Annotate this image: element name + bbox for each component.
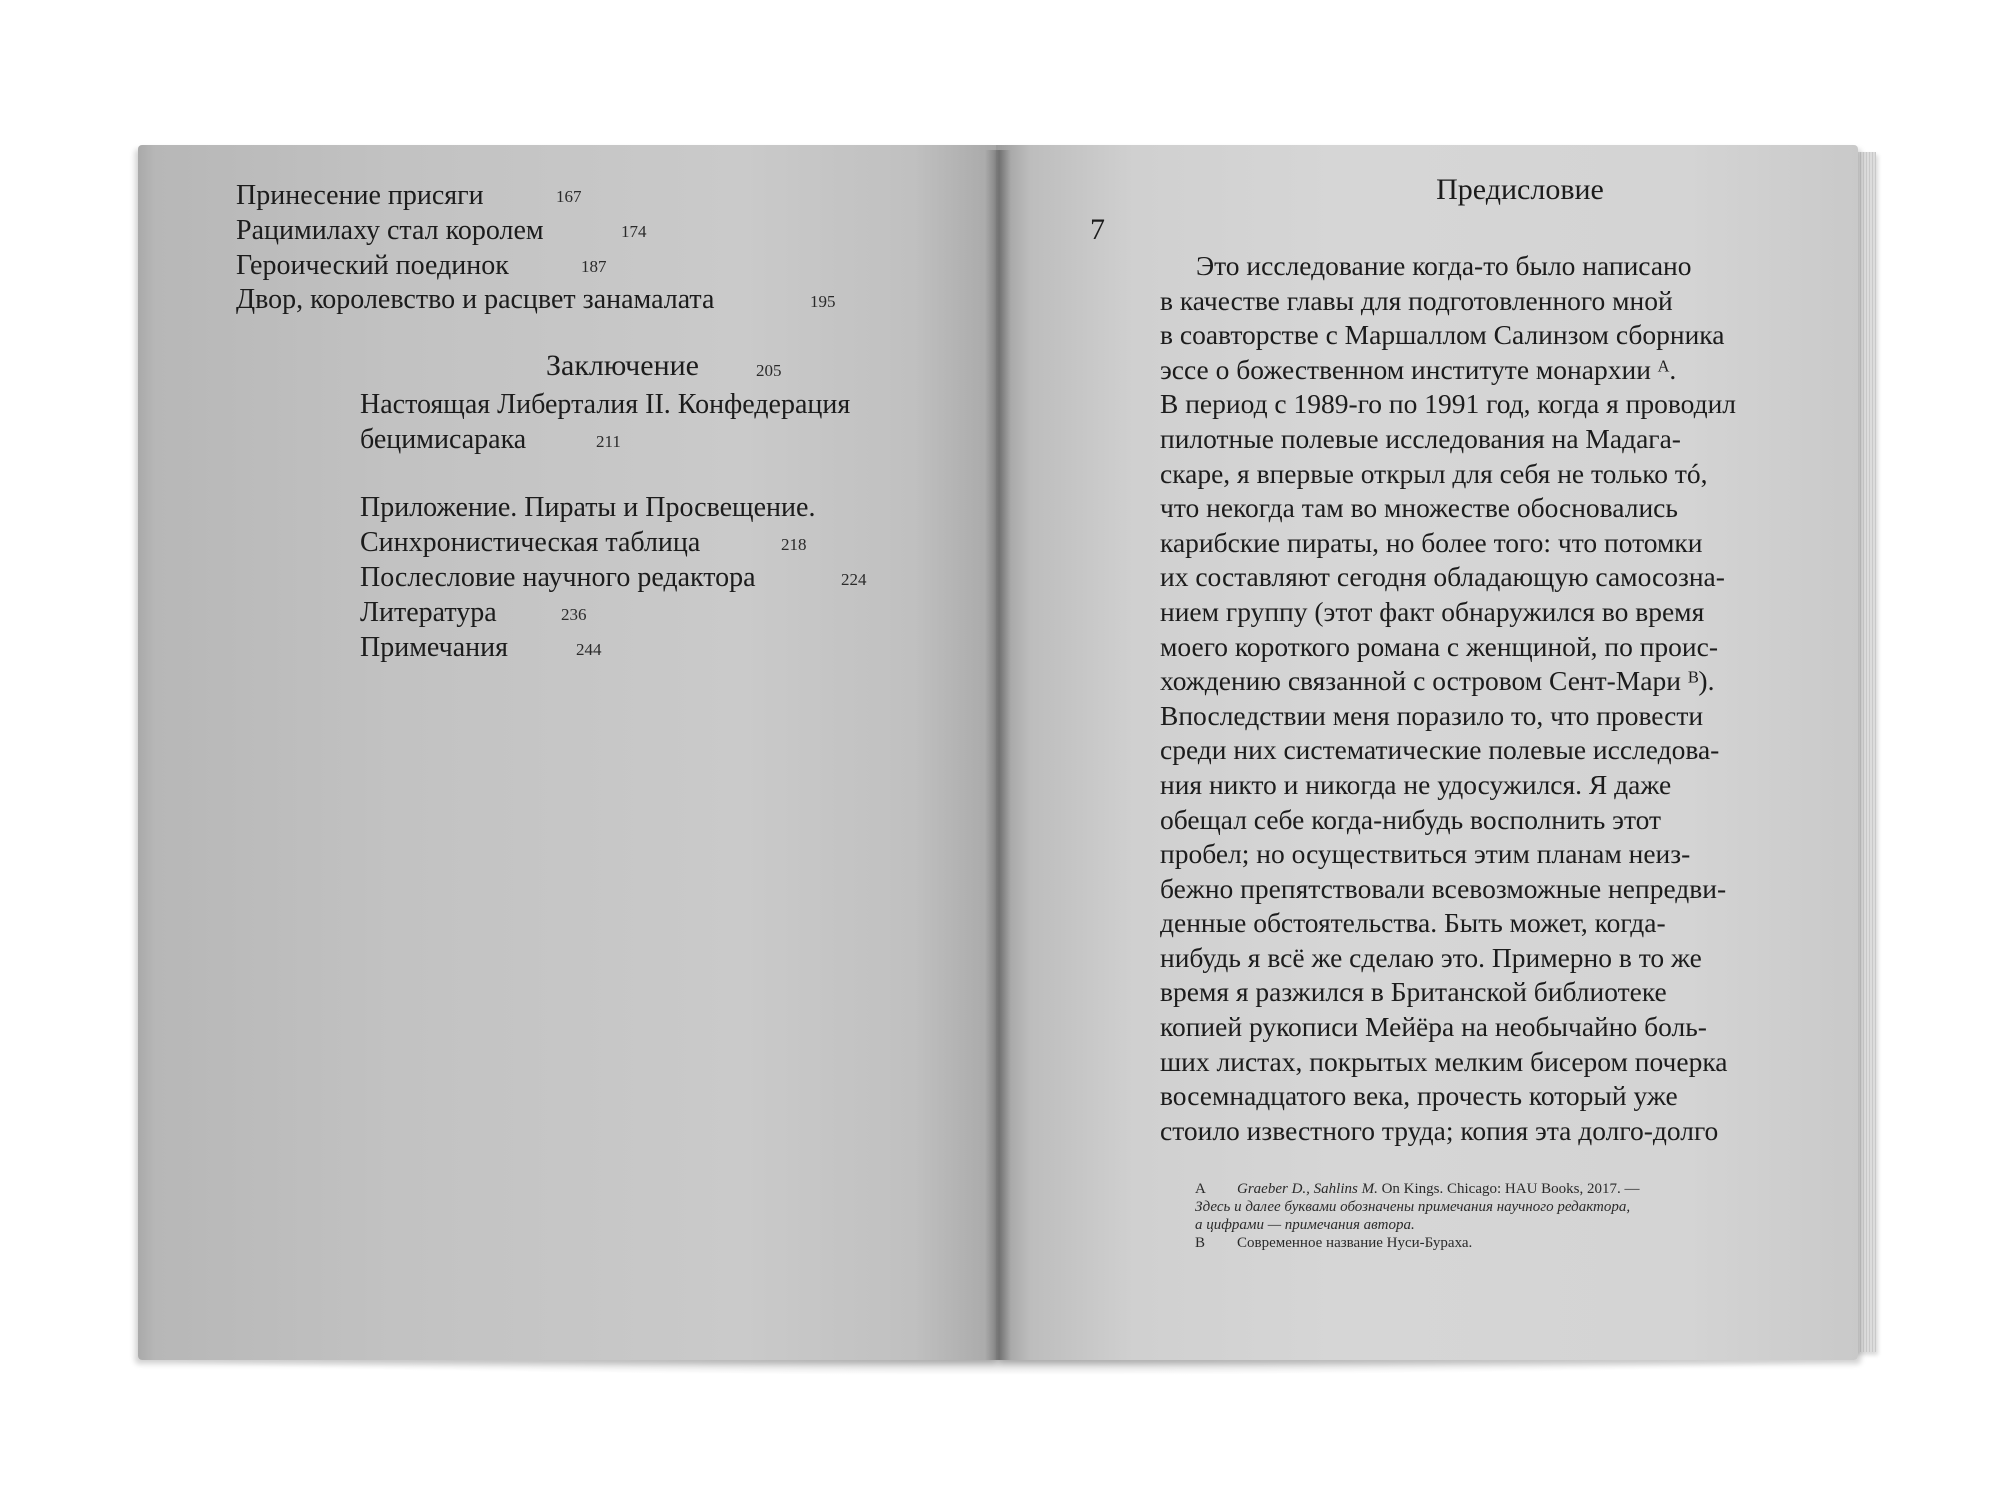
toc-entry-page: 211 [596,432,621,451]
toc-entry-title: Рацимилаху стал королем [236,215,544,246]
body-line: денные обстоятельства. Быть может, когда- [1160,907,1666,939]
body-line: стоило известного труда; копия эта долго-долго [1160,1114,1719,1146]
body-line: ния никто и никогда не удосужился. Я даже [1160,768,1672,800]
body-line: моего короткого романа с женщиной, по проис- [1160,630,1719,662]
left-page [138,145,1000,1360]
toc-entry-page: 205 [756,361,782,380]
footnote-a [1195,1180,1715,1198]
footnote-marker: A [1195,1181,1206,1197]
footnote-text: Здесь и далее буквами обозначены примечания научного редактора, [1195,1199,1631,1215]
book-gutter [985,150,1011,1360]
body-line: пилотные полевые исследования на Мадага- [1160,422,1681,454]
footnotes [1195,1180,1715,1252]
footnote-text: а цифрами — примечания автора. [1195,1217,1415,1233]
toc-entry-page: 244 [576,640,602,659]
body-line: карибские пираты, но более того: что потомки [1160,526,1703,558]
body-line: их составляют сегодня обладающую самосозна- [1160,561,1725,593]
body-line: скаре, я впервые открыл для себя не только тó, [1160,457,1708,489]
body-line: в качестве главы для подготовленного мной [1160,284,1673,316]
body-line: нием группу (этот факт обнаружился во время [1160,595,1705,627]
footnote-authors: Graeber D., Sahlins M. [1237,1181,1378,1197]
toc-entry-title: Двор, королевство и расцвет занамалата [236,284,715,315]
body-text [1160,249,1800,1148]
footnote-text [1237,1180,1640,1198]
toc-entry-title: Настоящая Либерталия II. Конфедерация [360,389,851,420]
toc-entry-page: 236 [561,605,587,624]
body-line: Впоследствии меня поразило то, что провести [1160,699,1704,731]
toc-entry-title-cont: бецимисарака [360,424,527,455]
footnote-a-continuation [1195,1216,1715,1234]
toc-entry-title: Принесение присяги [236,180,484,211]
toc-entry-page: 224 [841,570,867,589]
body-line: эссе о божественном институте монархии ᴬ. [1160,353,1677,385]
toc-entry-title: Приложение. Пираты и Просвещение. [360,492,816,523]
toc-entry-title: Героический поединок [236,250,509,281]
footnote-title: On Kings. Chicago: HAU Books, 2017. — [1377,1181,1640,1197]
toc-section-heading: Заключение [546,349,699,382]
body-line: что некогда там во множестве обосновались [1160,492,1678,524]
footnote-b [1195,1234,1715,1252]
toc-entry-page: 187 [581,257,607,276]
body-line: восемнадцатого века, прочесть который уже [1160,1080,1678,1112]
body-line: В период с 1989-го по 1991 год, когда я проводил [1160,388,1737,420]
body-line: ших листах, покрытых мелким бисером почерка [1160,1045,1728,1077]
body-line: пробел; но осуществиться этим планам неиз- [1160,838,1691,870]
toc-entry-title: Синхронистическая таблица [360,527,701,558]
toc-entry-title: Литература [360,597,497,628]
footnote-a-continuation [1195,1198,1715,1216]
toc-entry-page: 195 [810,292,836,311]
chapter-title: Предисловие [1436,173,1604,206]
body-line: хождению связанной с островом Сент-Мари ᴮ). [1160,665,1715,697]
body-line: среди них систематические полевые исследова- [1160,734,1720,766]
body-line: Это исследование когда-то было написано [1196,250,1692,281]
body-line: время я разжился в Британской библиотеке [1160,976,1667,1008]
body-line: бежно препятствовали всевозможные непредви- [1160,872,1727,904]
footnote-text: Современное название Нуси-Бураха. [1237,1235,1473,1251]
toc-entry-page: 167 [556,187,582,206]
body-line: обещал себе когда-нибудь восполнить этот [1160,803,1662,835]
toc-entry-title: Примечания [360,632,509,663]
toc-entry-page: 218 [781,535,807,554]
page-number: 7 [1090,213,1105,246]
footnote-marker: B [1195,1235,1206,1251]
body-line: копией рукописи Мейёра на необычайно боль- [1160,1011,1707,1043]
body-line: в соавторстве с Маршаллом Салинзом сборника [1160,319,1725,351]
body-line: нибудь я всё же сделаю это. Примерно в то же [1160,941,1702,973]
toc-entry-title: Послесловие научного редактора [360,562,756,593]
toc-entry-page: 174 [621,222,647,241]
